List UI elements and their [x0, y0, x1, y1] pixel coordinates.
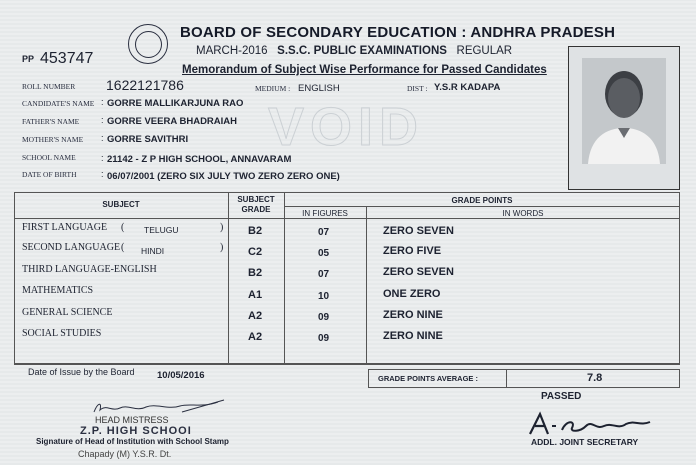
pp-label: PP — [22, 54, 35, 64]
table-row-grade: A1 — [248, 289, 263, 301]
table-row-figures: 05 — [318, 248, 330, 259]
memo-title: Memorandum of Subject Wise Performance for Passed Candidates — [182, 64, 547, 76]
mother-label: MOTHER'S NAME — [22, 135, 84, 144]
table-row-figures: 07 — [318, 227, 330, 238]
table-row-words: ONE ZERO — [383, 288, 441, 300]
table-row-subject: SECOND LANGUAGE — [22, 242, 121, 253]
exam-type: REGULAR — [456, 45, 513, 57]
institution-signature-label: Signature of Head of Institution with School Stamp — [36, 437, 229, 446]
col-in-figures: IN FIGURES — [302, 209, 348, 218]
table-row-grade: A2 — [248, 310, 263, 322]
table-row-subject: GENERAL SCIENCE — [22, 307, 113, 318]
col-in-words: IN WORDS — [502, 209, 544, 218]
table-row-subject: MATHEMATICS — [22, 285, 94, 296]
name-label: CANDIDATE'S NAME — [22, 99, 95, 108]
col-subject: SUBJECT — [102, 200, 140, 209]
father-label: FATHER'S NAME — [22, 117, 80, 126]
table-row-figures: 10 — [318, 291, 330, 302]
table-row-words: ZERO SEVEN — [383, 266, 454, 278]
board-title: BOARD OF SECONDARY EDUCATION : ANDHRA PRADESH — [180, 24, 616, 41]
table-row-grade: A2 — [248, 331, 263, 343]
table-row-option: HINDI — [141, 246, 165, 256]
school-name: 21142 - Z P HIGH SCHOOL, ANNAVARAM — [107, 154, 292, 165]
stamp-place: Chapady (M) Y.S.R. Dt. — [78, 449, 172, 459]
pp-number: 453747 — [40, 50, 94, 67]
table-row-grade: B2 — [248, 225, 263, 237]
school-label: SCHOOL NAME — [22, 153, 76, 162]
table-row-figures: 07 — [318, 269, 330, 280]
dob-label: DATE OF BIRTH — [22, 170, 77, 179]
col-grade-points: GRADE POINTS — [451, 196, 513, 205]
father-name: GORRE VEERA BHADRAIAH — [107, 116, 238, 127]
board-emblem-icon — [128, 24, 168, 64]
dist-value: Y.S.R KADAPA — [434, 82, 501, 93]
issue-date: 10/05/2016 — [157, 370, 205, 381]
head-mistress-title: HEAD MISTRESS — [95, 415, 169, 425]
joint-secretary-signature — [526, 410, 656, 438]
void-watermark: VOID — [268, 97, 425, 157]
col-grade-bottom: GRADE — [241, 205, 271, 214]
table-row-figures: 09 — [318, 333, 330, 344]
candidate-name: GORRE MALLIKARJUNA RAO — [107, 98, 244, 109]
table-row-grade: C2 — [248, 246, 263, 258]
table-row-figures: 09 — [318, 312, 330, 323]
table-row-subject: FIRST LANGUAGE — [22, 222, 108, 233]
medium-label: MEDIUM : — [255, 84, 291, 93]
table-row-grade: B2 — [248, 267, 263, 279]
table-row-words: ZERO SEVEN — [383, 225, 454, 237]
mother-name: GORRE SAVITHRI — [107, 134, 189, 145]
school-stamp-name: Z.P. HIGH SCHOOI — [80, 425, 192, 437]
col-grade-top: SUBJECT — [237, 195, 275, 204]
roll-number: 1622121786 — [106, 77, 184, 93]
gpa-value: 7.8 — [587, 372, 603, 384]
table-row-subject: SOCIAL STUDIES — [22, 328, 102, 339]
issue-label: Date of Issue by the Board — [28, 367, 135, 377]
dob-value: 06/07/2001 (ZERO SIX JULY TWO ZERO ZERO ONE) — [107, 171, 340, 182]
medium-value: ENGLISH — [298, 83, 340, 94]
gpa-label: GRADE POINTS AVERAGE : — [378, 374, 479, 383]
table-row-subject: THIRD LANGUAGE-ENGLISH — [22, 264, 157, 275]
exam-name: S.S.C. PUBLIC EXAMINATIONS — [277, 45, 447, 57]
marks-memo-sheet: BOARD OF SECONDARY EDUCATION : ANDHRA PRADESH MARCH-2016 S.S.C. PUBLIC EXAMINATIONS REGULAR Memorandum of Subject Wise Performance for Passed Candidates PP 453747 VOID ROLL NUMBER 1622121786 MEDIUM : ENGLISH DIST : Y.S.R KADAPA CANDIDATE'S NAME : GORRE MALLIKARJUNA RAO FATHER'S NAME : GORRE VEERA BHADRAIAH MOTHER'S NAME : GORRE SAVITHRI SCHOOL NAME : 21142 - Z P HIGH SCHOOL, ANNAVARAM DATE OF BIRTH : 06/07/2001 (ZERO SIX JULY TWO ZERO ZERO ONE) SUBJECT SUBJECT GRADE GRADE POINTS IN FIGURES IN WORDS FIRST LANGUAGE ( TELUGU ) B2 07 ZERO SEVEN SECOND LANGUAGE ( HINDI ) C2 05 ZERO FIVE THIRD LANGUAGE-ENGLISH B2 07 ZERO SEVEN MATHEMATICS A1 10 ONE ZERO GENERAL SCIENCE A2 09 ZERO NINE SOCIAL STUDIES A2 09 ZERO NINE Date of Issue by the Board 10/05/2016 GRADE POINTS AVERAGE : 7.8 PASSED HEAD MISTRESS Z.P. HIGH SCHOOI Signature of Head of Institution with School Stamp Chapady (M) Y.S.R. Dt. ADDL. JOINT SECRETARY — [0, 0, 696, 465]
table-row-words: ZERO NINE — [383, 330, 443, 342]
roll-label: ROLL NUMBER — [22, 82, 76, 91]
table-row-words: ZERO FIVE — [383, 245, 442, 257]
dist-label: DIST : — [407, 84, 428, 93]
exam-month: MARCH-2016 — [196, 45, 268, 57]
table-row-words: ZERO NINE — [383, 309, 443, 321]
result-status: PASSED — [541, 391, 582, 402]
exam-line — [196, 45, 512, 57]
candidate-photo — [582, 58, 666, 164]
joint-secretary-title: ADDL. JOINT SECRETARY — [531, 437, 639, 447]
table-row-option: TELUGU — [144, 225, 179, 235]
